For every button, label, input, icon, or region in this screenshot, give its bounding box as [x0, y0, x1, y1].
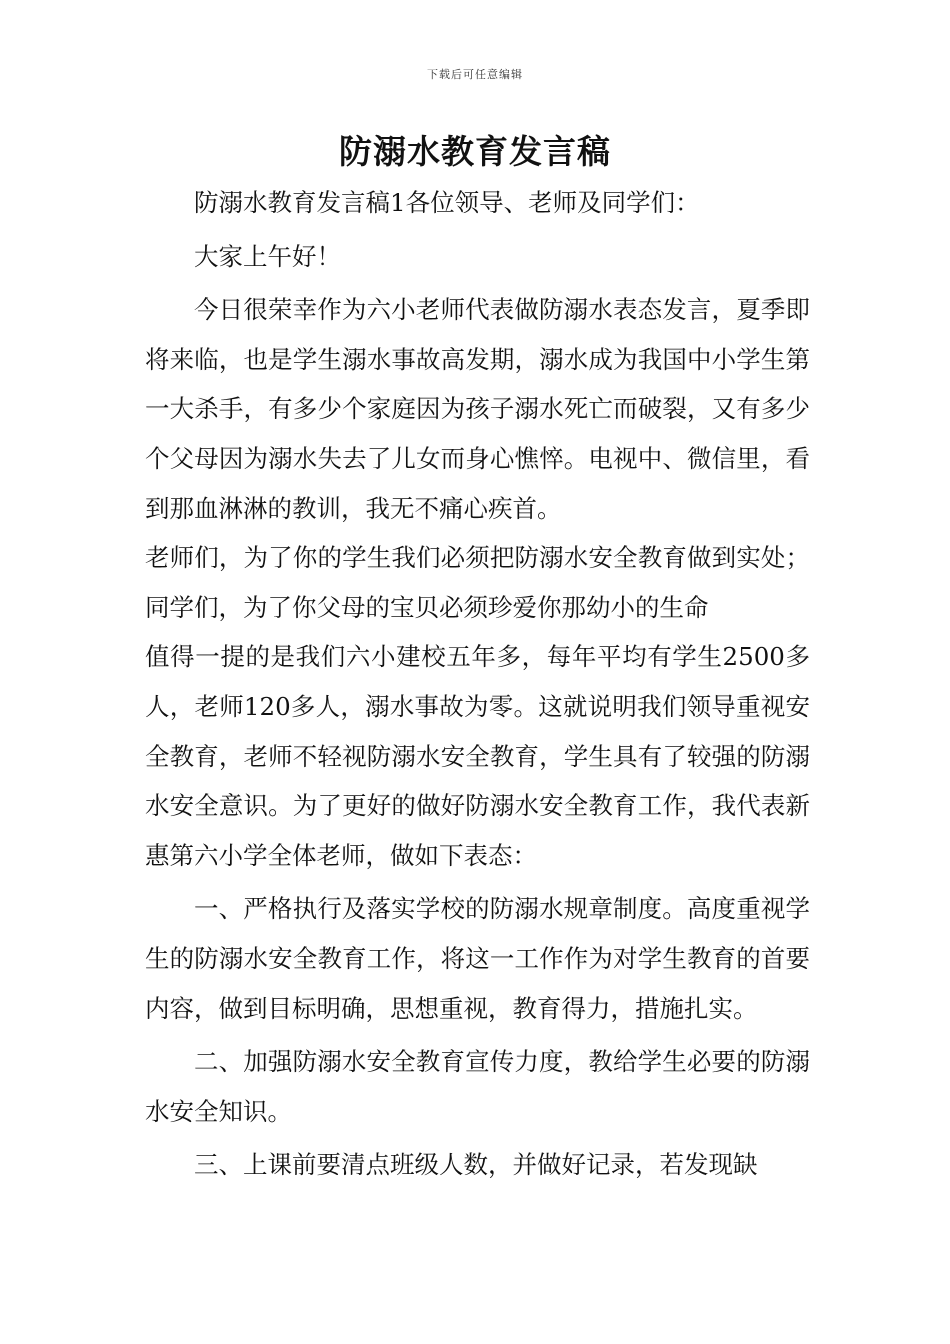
- header-note: 下载后可任意编辑: [427, 68, 523, 81]
- body-paragraph: 值得一提的是我们六小建校五年多，每年平均有学生2500多人，老师120多人，溺水事故为零。这就说明我们领导重视安全教育，老师不轻视防溺水安全教育，学生具有了较强的防溺水安全意识。为了更好的做好防溺水安全教育工作，我代表新惠第六小学全体老师，做如下表态：: [145, 642, 810, 870]
- pledge-item-1: 一、严格执行及落实学校的防溺水规章制度。高度重视学生的防溺水安全教育工作，将这一工作作为对学生教育的首要内容，做到目标明确，思想重视，教育得力，措施扎实。: [145, 894, 810, 1023]
- greeting-paragraph: 大家上午好！: [194, 241, 341, 271]
- document-body: [145, 178, 810, 1190]
- salutation-paragraph: 防溺水教育发言稿1各位领导、老师及同学们：: [194, 188, 700, 217]
- body-paragraph: 老师们，为了你的学生我们必须把防溺水安全教育做到实处；同学们，为了你父母的宝贝必须珍爱你那幼小的生命: [145, 543, 810, 622]
- pledge-item-2: 二、加强防溺水安全教育宣传力度，教给学生必要的防溺水安全知识。: [145, 1047, 810, 1126]
- document-title: 防溺水教育发言稿: [339, 132, 611, 171]
- pledge-item-3: 三、上课前要清点班级人数，并做好记录，若发现缺: [194, 1150, 758, 1180]
- body-paragraph: 今日很荣幸作为六小老师代表做防溺水表态发言，夏季即将来临，也是学生溺水事故高发期，溺水成为我国中小学生第一大杀手，有多少个家庭因为孩子溺水死亡而破裂，又有多少个父母因为溺水失去了儿女而身心憔悴。电视中、微信里，看到那血淋淋的教训，我无不痛心疾首。: [145, 295, 810, 523]
